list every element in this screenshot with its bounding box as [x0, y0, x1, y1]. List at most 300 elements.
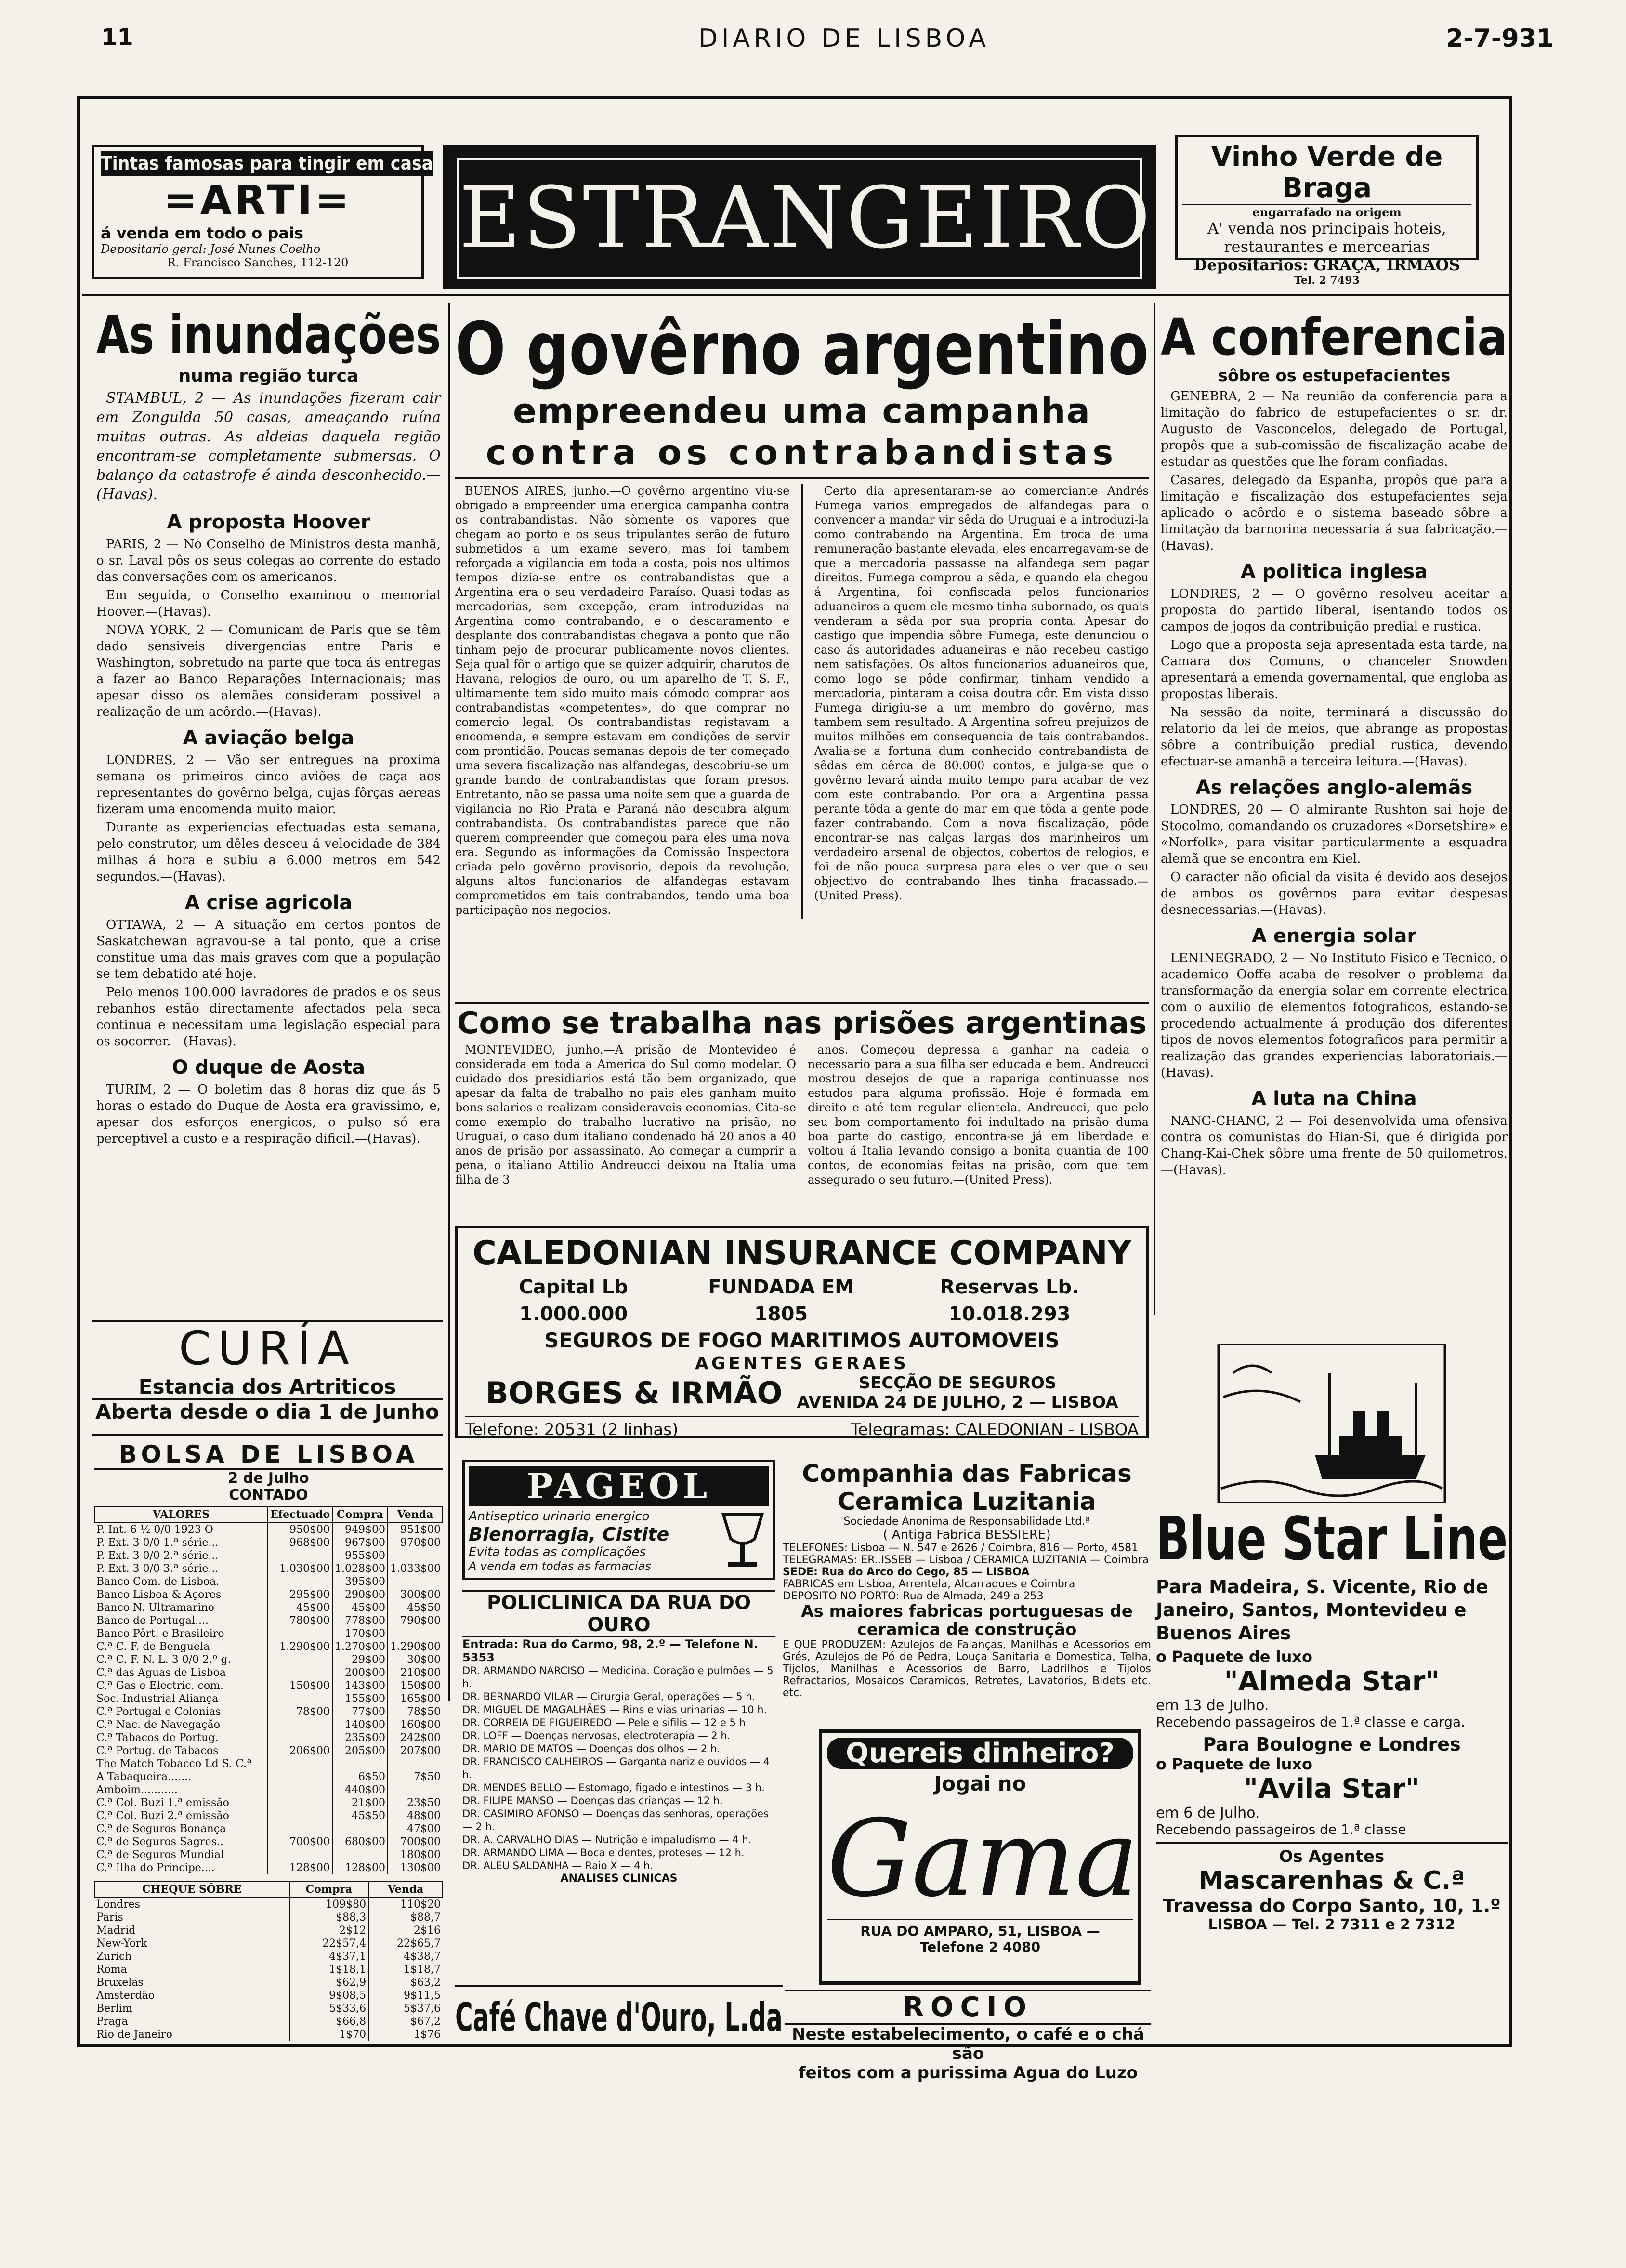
bolsa-price: 235$00 — [332, 1731, 388, 1744]
caledonian-avenida: AVENIDA 24 DE JULHO, 2 — LISBOA — [797, 1393, 1118, 1412]
bolsa-price: 47$00 — [388, 1822, 443, 1835]
bolsa-price: 1.033$00 — [388, 1562, 443, 1575]
cheque-rate: 2$12 — [289, 1924, 368, 1937]
caledonian-contacts — [465, 1416, 1139, 1439]
s2-title: A aviação belga — [183, 727, 354, 749]
s4-title: O duque de Aosta — [171, 1056, 366, 1079]
bolsa-price: 778$00 — [332, 1614, 388, 1627]
bolsa-price — [268, 1692, 332, 1705]
bolsa-price: 395$00 — [332, 1575, 388, 1588]
bolsa-price: 45$00 — [332, 1601, 388, 1614]
ad-curia — [92, 1320, 443, 1436]
bluestar-rec2: Recebendo passageiros de 1.ª classe — [1156, 1821, 1406, 1837]
ad-vinho-l2: A' venda nos principais hoteis, — [1207, 219, 1446, 237]
doctor-entry: DR. MARIO DE MATOS — Doenças dos olhos — 2 h. — [462, 1743, 721, 1754]
cheque-rate: 22$65,7 — [368, 1937, 443, 1950]
bolsa-price: 78$50 — [388, 1705, 443, 1718]
s4-p1: TURIM, 2 — O boletim das 8 horas diz que ás 5 horas o estado do Duque de Aosta era gravissimo, e, apesar dos esforços energicos, o pulso só era perceptivel a custo e a respiração dificil.—(Havas). — [96, 1082, 441, 1146]
right-column — [1161, 308, 1508, 1180]
ad-gama — [819, 1729, 1141, 1985]
bolsa-row — [94, 1770, 443, 1783]
policlinica-title: POLICLINICA DA RUA DO OURO — [462, 1590, 775, 1637]
bolsa-security: Banco Lisboa & Açores — [96, 1589, 222, 1601]
s1-p1: PARIS, 2 — No Conselho de Ministros desta manhã, o sr. Laval pôs os seus colegas ao corrente do estado das conversações com os americanos. — [96, 537, 441, 584]
doctor-entry: DR. LOFF — Doenças nervosas, electroterapia — 2 h. — [462, 1730, 731, 1741]
bolsa-security: C.ª Ilha do Principe.... — [96, 1862, 215, 1874]
ad-vinho-l5: Tel. 2 7493 — [1294, 274, 1360, 287]
bolsa-price: 1.270$00 — [332, 1640, 388, 1653]
bolsa-row — [94, 1523, 443, 1536]
s4-body — [96, 1081, 441, 1147]
bolsa-price: 955$00 — [332, 1549, 388, 1562]
bolsa-price: 210$00 — [388, 1666, 443, 1679]
bolsa-price: 780$00 — [268, 1614, 332, 1627]
s2-p1: LONDRES, 2 — Vão ser entregues na proxima semana os primeiros cinco aviões de caça aos representantes do govêrno belga, cujas fôrças aereas fizeram uma encomenda muito maior. — [96, 753, 441, 817]
bolsa-header-compra: Compra — [332, 1507, 388, 1523]
left-headline: As inundações — [96, 304, 441, 366]
ad-ceramica — [783, 1460, 1151, 1699]
r4-body — [1161, 1113, 1508, 1178]
s1-p3: NOVA YORK, 2 — Comunicam de Paris que se têm dado sensiveis divergencias entre Paris e Washington, sobretudo na parte que toca ás entregas a fazer ao Banco Reparações Internacionais; mas apesar disso os alemães consideram possivel a realização de um acôrdo.—(Havas). — [96, 623, 441, 719]
bolsa-price: 1.030$00 — [268, 1562, 332, 1575]
cheque-rate: 9$08,5 — [289, 1989, 368, 2002]
prison-col1 — [455, 1042, 796, 1189]
bolsa-price: 143$00 — [332, 1679, 388, 1692]
col-rule-1 — [448, 303, 450, 1701]
bolsa-row — [94, 1653, 443, 1666]
s2-body — [96, 752, 441, 885]
bolsa-price: 21$00 — [332, 1796, 388, 1809]
ceramica-title1: Companhia das Fabricas — [802, 1460, 1132, 1488]
gama-jogai: Jogai no — [934, 1772, 1026, 1795]
ad-arti — [92, 145, 433, 279]
bolsa-sub: CONTADO — [229, 1487, 308, 1503]
cheque-rate: $88,7 — [368, 1911, 443, 1924]
r3-title: A energia solar — [1251, 925, 1417, 947]
r2-body — [1161, 802, 1508, 918]
bolsa-row — [94, 1588, 443, 1601]
gama-name: Gama — [827, 1797, 1139, 1920]
left-column — [96, 303, 441, 1149]
bluestar-date1: em 13 de Julho. — [1156, 1697, 1269, 1714]
bolsa-price — [388, 1627, 443, 1640]
bolsa-row — [94, 1822, 443, 1835]
bolsa-security: Banco Pôrt. e Brasileiro — [96, 1628, 224, 1640]
ad-cafe — [455, 1985, 783, 2052]
bolsa-price: 128$00 — [268, 1861, 332, 1874]
cheque-rate: 5$37,6 — [368, 2002, 443, 2015]
cheque-row — [94, 1989, 443, 2002]
bolsa-price: 949$00 — [332, 1523, 388, 1536]
s3-p2: Pelo menos 100.000 lavradores de prados e os seus rebanhos estão directamente afectados pela seca continua e necessitam uma legislação especial para os socorrer.—(Havas). — [96, 985, 441, 1049]
bolsa-security: P. Ext. 3 0/0 3.ª série... — [96, 1563, 219, 1575]
bluestar-tel: LISBOA — Tel. 2 7311 e 2 7312 — [1208, 1916, 1456, 1933]
cheque-header-compra: Compra — [289, 1882, 368, 1898]
cafe-name: Café Chave d'Ouro, L.da — [455, 1995, 783, 2041]
bolsa-security: C.ª de Seguros Mundial — [96, 1849, 224, 1861]
right-subhead: sôbre os estupefacientes — [1218, 366, 1451, 385]
bolsa-header-venda: Venda — [388, 1507, 443, 1523]
center-article — [455, 308, 1149, 919]
cheque-rate: 5$33,6 — [289, 2002, 368, 2015]
s2-p2: Durante as experiencias efectuadas esta semana, pelo construtor, um dêles desceu á velocidade de 384 milhas á hora e subiu a 6.000 metros em 542 segundos.—(Havas). — [96, 820, 441, 884]
bolsa-price: 23$50 — [388, 1796, 443, 1809]
ceramica-l2: ( Antiga Fabrica BESSIERE) — [883, 1528, 1051, 1542]
bolsa-row — [94, 1666, 443, 1679]
bolsa-price: 155$00 — [332, 1692, 388, 1705]
r1-body — [1161, 586, 1508, 770]
cheque-row — [94, 1950, 443, 1963]
pageol-l3: Evita todas as complicações — [469, 1545, 646, 1559]
bolsa-price — [268, 1731, 332, 1744]
bolsa-row — [94, 1549, 443, 1562]
ad-vinho-l3: restaurantes e mercearias — [1224, 237, 1430, 256]
bluestar-paquete2: o Paquete de luxo — [1156, 1755, 1312, 1773]
r1-p1: LONDRES, 2 — O govêrno resolveu aceitar a proposta do partido liberal, isentando todos os campos de jogos da contribuição predial e rustica. — [1161, 587, 1508, 634]
bolsa-row — [94, 1705, 443, 1718]
curia-line2: Aberta desde o dia 1 de Junho — [92, 1398, 443, 1424]
bolsa-price — [268, 1653, 332, 1666]
center-col2-text: Certo dia apresentaram-se ao comerciante Andrés Fumega varios empregados de alfandegas para o convencer a mandar vir sêda do Uruguai e a introduzi-la como contrabando na Argentina. Em troca de uma remuneração bastante elevada, eles encarregavam-se de que a mercadoria passasse na alfandega sem pagar direitos. Fumega comprou a sêda, e quando ela chegou á Argentina, foi confiscada pelos funcionarios aduaneiros a quem ele mesmo tinha subornado, os quais venderam a sêda por sua propria conta. Apesar do castigo que impendia sôbre Fumega, este denunciou o caso ás autoridades aduaneiras e não recebeu castigo nem satisfações. Os altos funcionarios aduaneiros que, como logo se pôde confirmar, tinham vendido a mercadoria, pintaram a coisa doutra côr. Em vista disso Fumega dirigiu-se a um membro do govêrno, mas tambem sem resultado. A Argentina sofreu prejuizos de muitos milhões em consequencia de tais contrabandos. Avalia-se a fortuna dum conhecido contrabandista de sêdas em cêrca de 80.000 contos, e julga-se que o govêrno levará ainda muito tempo para acabar de vez com este contrabando. Por ora a Argentina passa perante tôda a gente do mar em que tôda a gente pode fazer contrabando. Com a nova fiscalização, pôde encontrar-se nas calças largas dos marinheiros um verdadeiro arsenal de objectos, cobertos de relogios, e foi de não pouca surpresa para eles o ver que o seu objectivo do contrabando lhes tinha fracassado.—(United Press). — [814, 484, 1149, 902]
bolsa-security: C.ª C. F. de Benguela — [96, 1641, 210, 1653]
caledonian-capital: Capital Lb 1.000.000 — [519, 1276, 628, 1325]
bolsa-price: 440$00 — [332, 1783, 388, 1796]
ad-vinho-title: Vinho Verde de Braga — [1182, 141, 1471, 205]
bolsa-row — [94, 1809, 443, 1822]
cheque-rate: $66,8 — [289, 2015, 368, 2028]
ad-arti-line2: á venda em todo o pais — [101, 224, 303, 242]
ceramica-telegramas: TELEGRAMAS: ER..ISSEB — Lisboa / CERAMICA LUZITANIA — Coimbra — [783, 1554, 1149, 1566]
bolsa-price: 206$00 — [268, 1744, 332, 1757]
bolsa-price: 207$00 — [388, 1744, 443, 1757]
bolsa-title: BOLSA DE LISBOA — [94, 1440, 443, 1470]
caledonian-title: CALEDONIAN INSURANCE COMPANY — [472, 1234, 1132, 1272]
bolsa-price: 45$00 — [268, 1601, 332, 1614]
bolsa-price: 165$00 — [388, 1692, 443, 1705]
cheque-header-sobre: CHEQUE SÔBRE — [94, 1882, 289, 1898]
bolsa-price — [268, 1848, 332, 1861]
bolsa-price: 967$00 — [332, 1536, 388, 1549]
bolsa-price: 30$00 — [388, 1653, 443, 1666]
bolsa-price: 160$00 — [388, 1718, 443, 1731]
cheque-city: Roma — [96, 1964, 127, 1976]
bolsa-price — [268, 1666, 332, 1679]
r1-p3: Na sessão da noite, terminará a discussão do relatorio da lei de meios, que abrange as propostas sôbre a contribuição predial rustica, devendo efectuar-se amanhã a terceira leitura.—(Havas). — [1161, 705, 1508, 769]
cheque-rate: 9$11,5 — [368, 1989, 443, 2002]
bolsa-date: 2 de Julho — [228, 1470, 309, 1487]
bolsa-price: 200$00 — [332, 1666, 388, 1679]
ceramica-sede: SEDE: Rua do Arco do Cego, 85 — LISBOA — [783, 1566, 1030, 1578]
bluestar-rec1: Recebendo passageiros de 1.ª classe e carga. — [1156, 1714, 1466, 1730]
r2-title: As relações anglo-alemãs — [1195, 777, 1473, 799]
center-col2 — [814, 484, 1149, 919]
bolsa-security: C.ª Portugal e Colonias — [96, 1706, 221, 1718]
bolsa-row — [94, 1731, 443, 1744]
r4-title: A luta na China — [1251, 1088, 1417, 1110]
caledonian-fundada: FUNDADA EM 1805 — [708, 1276, 854, 1325]
bolsa-price: 140$00 — [332, 1718, 388, 1731]
running-head — [72, 19, 1554, 58]
cheque-row — [94, 1976, 443, 1989]
bolsa-row — [94, 1679, 443, 1692]
center-sub2: contra os contrabandistas — [455, 432, 1149, 479]
s1-title: A proposta Hoover — [167, 511, 370, 533]
bolsa-security: P. Ext. 3 0/0 1.ª série... — [96, 1537, 219, 1549]
cheque-rate: 1$70 — [289, 2028, 368, 2041]
col-rule-2 — [1154, 303, 1155, 1315]
s3-p1: OTTAWA, 2 — A situação em certos pontos de Saskatchewan agravou-se a tal ponto, que a crise constitue uma das mais graves com que a população se tem debatido até hoje. — [96, 918, 441, 981]
s3-body — [96, 917, 441, 1050]
caledonian-seccao: SECÇÃO DE SEGUROS — [858, 1373, 1057, 1393]
bolsa-price: 951$00 — [388, 1523, 443, 1536]
center-sub1: empreendeu uma campanha — [513, 391, 1091, 431]
bolsa-price — [268, 1549, 332, 1562]
ad-arti-line3: Depositario geral: José Nunes Coelho — [101, 242, 321, 256]
cheque-rate: 1$18,1 — [289, 1963, 368, 1976]
ceramica-deposito: DEPOSITO NO PORTO: Rua de Almada, 249 a 253 — [783, 1590, 1044, 1602]
bolsa-price: 150$00 — [268, 1679, 332, 1692]
rocio-title: ROCIO — [785, 1990, 1151, 2025]
doctor-entry: DR. A. CARVALHO DIAS — Nutrição e impaludismo — 4 h. — [462, 1834, 752, 1846]
bolsa-security: Amboim........... — [96, 1784, 178, 1796]
bolsa-row — [94, 1627, 443, 1640]
cheque-city: Londres — [96, 1899, 140, 1911]
bolsa-security: C.ª de Seguros Sagres.. — [96, 1836, 224, 1848]
bolsa-row — [94, 1744, 443, 1757]
bolsa-price: 700$00 — [268, 1835, 332, 1848]
center-col1 — [455, 484, 790, 919]
left-lead — [96, 389, 441, 504]
s3-title: A crise agricola — [184, 892, 353, 914]
bolsa-security: Banco N. Ultramarino — [96, 1602, 214, 1614]
cheque-rate: 2$16 — [368, 1924, 443, 1937]
bolsa-price: 170$00 — [332, 1627, 388, 1640]
bluestar-title: Blue Star Line — [1156, 1504, 1508, 1574]
bolsa-row — [94, 1718, 443, 1731]
bolsa-price: 77$00 — [332, 1705, 388, 1718]
pageol-body — [469, 1509, 769, 1573]
ad-arti-line4: R. Francisco Sanches, 112-120 — [167, 256, 349, 269]
cheque-row — [94, 1963, 443, 1976]
bolsa-price: 130$00 — [388, 1861, 443, 1874]
bolsa-row — [94, 1640, 443, 1653]
caledonian-seccao-block — [797, 1373, 1118, 1412]
left-subhead: numa região turca — [178, 366, 359, 386]
cheque-city: Madrid — [96, 1925, 136, 1937]
r4-p1: NANG-CHANG, 2 — Foi desenvolvida uma ofensiva contra os comunistas do Hian-Si, que é dirigida por Chang-Kai-Chek sôbre uma frente de 50 quilometros.—(Havas). — [1161, 1114, 1508, 1177]
bolsa-security: The Match Tobacco Ld S. C.ª — [96, 1758, 252, 1770]
cheque-city: Praga — [96, 2016, 128, 2028]
ad-pageol — [462, 1460, 775, 1580]
cheque-city: New-York — [96, 1938, 147, 1950]
doctor-entry: DR. ALEU SALDANHA — Raio X — 4 h. — [462, 1860, 654, 1872]
doctor-entry: DR. CORREIA DE FIGUEIREDO — Pele e sifilis — 12 e 5 h. — [462, 1717, 749, 1728]
cheque-row — [94, 1937, 443, 1950]
bolsa-security: C.ª Col. Buzi 2.ª emissão — [96, 1810, 229, 1822]
ceramica-l1: Sociedade Anonima de Responsabilidade Ltd.ª — [843, 1516, 1090, 1528]
bluestar-ship1: "Almeda Star" — [1224, 1666, 1440, 1697]
bolsa-price: 290$00 — [332, 1588, 388, 1601]
issue-date: 2-7-931 — [1445, 24, 1554, 53]
bolsa-price: 968$00 — [268, 1536, 332, 1549]
bluestar-agent-name: Mascarenhas & C.ª — [1198, 1866, 1465, 1895]
center-columns — [455, 484, 1149, 919]
bolsa-row — [94, 1796, 443, 1809]
prison-columns — [455, 1042, 1149, 1189]
cheque-table — [94, 1881, 443, 2041]
bolsa-price: 6$50 — [332, 1770, 388, 1783]
center-headline: O govêrno argentino — [455, 307, 1149, 391]
ad-vinho-l1: engarrafado na origem — [1252, 205, 1402, 219]
prison-title: Como se trabalha nas prisões argentinas — [457, 1005, 1147, 1041]
ceramica-title2: Ceramica Luzitania — [838, 1488, 1096, 1516]
right-p2: Casares, delegado da Espanha, propôs que para a limitação e fiscalização dos estupefacientes seja aplicado o acôrdo e o sistema baseado sôbre a limitação da barnorina necessaria á sua fabricação.—(Havas). — [1161, 473, 1508, 553]
policlinica-entrada: Entrada: Rua do Carmo, 98, 2.º — Telefone N. 5353 — [462, 1637, 758, 1664]
center-col1-text: BUENOS AIRES, junho.—O govêrno argentino viu-se obrigado a empreender uma energica campanha contra os contrabandistas. Não sòmente os vapores que chegam ao porto e os seus tripulantes serão de futuro submetidos a um exame severo, mas foi tambem reforçada a vigilancia em toda a costa, pois nos ultimos tempos dizia-se entre os contrabandistas que a Argentina era o seu verdadeiro Paraíso. Quasi todas as mercadorias, sem excepção, eram introduzidas na Argentina como contrabando, e o descaramento e desplante dos contrabandistas chegava a ponto que não tinham pejo de procurar publicamente novos clientes. Seja qual fôr o artigo que se quizer adquirir, charutos de Havana, relogios de ouro, ou um aparelho de T. S. F., ultimamente tem sido muito mais cómodo comprar aos contrabandistas «competentes», do que comprar no comercio legal. Os contrabandistas registavam a encomenda, e sempre estavam em condições de servir com prontidão. Poucas semanas depois de ter começado uma severa fiscalização nas alfandegas, descobriu-se um grande bando de contrabandistas que foram presos. Entretanto, não se passa uma noite sem que a guarda de vigilancia no Rio Prata e Paraná não descubra algum contrabandista. Os contrabandistas parece que não querem compreender que começou para eles uma nova era. Segundo as informações da Comissão Inspectora criada pelo govêrno provisorio, depois da revolução, alguns altos funcionarios de alfandegas estavam comprometidos em tais contrabandos, tendo uma boa participação nos negocios. — [455, 484, 790, 917]
bolsa-row — [94, 1783, 443, 1796]
right-lead — [1161, 388, 1508, 554]
caledonian-agentes: AGENTES GERAES — [695, 1354, 909, 1373]
cheque-row — [94, 2028, 443, 2041]
cheque-rate: 4$38,7 — [368, 1950, 443, 1963]
cheque-city: Bruxelas — [96, 1977, 144, 1989]
ad-vinho-l4: Depositarios: GRAÇA, IRMAOS — [1193, 256, 1460, 274]
bolsa-security: C.ª Col. Buzi 1.ª emissão — [96, 1797, 229, 1809]
bolsa-price: 970$00 — [388, 1536, 443, 1549]
bolsa-security: P. Int. 6 ½ 0/0 1923 O — [96, 1524, 213, 1536]
bolsa-security: C.ª Portug. de Tabacos — [96, 1745, 219, 1757]
bolsa-security: C.ª das Aguas de Lisboa — [96, 1667, 226, 1679]
cheque-rate: 4$37,1 — [289, 1950, 368, 1963]
bolsa-price — [268, 1822, 332, 1835]
doctor-entry: DR. FRANCISCO CALHEIROS — Garganta nariz e ouvidos — 4 h. — [462, 1756, 770, 1780]
doctor-entry: DR. MENDES BELLO — Estomago, figado e intestinos — 3 h. — [462, 1782, 765, 1793]
section-title: ESTRANGEIRO — [457, 158, 1142, 279]
cheque-city: Paris — [96, 1912, 123, 1924]
caledonian-reservas: Reservas Lb. 10.018.293 — [940, 1276, 1079, 1325]
bolsa-price — [388, 1575, 443, 1588]
ad-arti-tagline: Tintas famosas para tingir em casa — [101, 151, 433, 176]
right-headline: A conferencia — [1161, 308, 1508, 367]
prison-col1-text: MONTEVIDEO, junho.—A prisão de Montevideo é considerada em toda a America do Sul como modelar. O cuidado dos presidiarios está tão bem organizado, que apesar da falta de trabalho no pais eles ganham muito bons salarios e realizam consideraveis economias. Cita-se como exemplo do trabalho lucrativo na prisão, no Uruguai, o caso dum italiano condenado há 20 anos a 40 anos de prisão por assassinato. Ao começar a cumprir a pena, o italiano Attilio Andreucci deixou na Italia uma filha de 3 — [455, 1043, 796, 1187]
doctor-entry: DR. BERNARDO VILAR — Cirurgia Geral, operações — 5 h. — [462, 1691, 756, 1702]
bolsa-price — [332, 1757, 388, 1770]
pageol-l4: A venda em todas as farmacias — [469, 1559, 651, 1573]
bolsa-price: 205$00 — [332, 1744, 388, 1757]
r2-p2: O caracter não oficial da visita é devido aos desejos de ambos os govêrnos para evitar despesas desnecessarias.—(Havas). — [1161, 870, 1508, 917]
bolsa-security: Banco Com. de Lisboa. — [96, 1576, 220, 1588]
r2-p1: LONDRES, 20 — O almirante Rushton sai hoje de Stocolmo, comandando os cruzadores «Dorsetshire» e «Norfolk», para visitar particularmente a esquadra alemã que se encontra em Kiel. — [1161, 803, 1508, 866]
bolsa-price: 700$00 — [388, 1835, 443, 1848]
center-col-divider — [801, 484, 803, 919]
bluestar-para2: Para Boulogne e Londres — [1203, 1734, 1461, 1755]
curia-line1: Estancia dos Artriticos — [138, 1375, 396, 1398]
cheque-row — [94, 1911, 443, 1924]
doctor-entry: DR. ARMANDO NARCISO — Medicina. Coração e pulmões — 5 h. — [462, 1665, 774, 1689]
bolsa-security: P. Ext. 3 0/0 2.ª série... — [96, 1550, 219, 1562]
policlinica-analises: ANALISES CLINICAS — [560, 1872, 678, 1885]
r3-p1: LENINEGRADO, 2 — No Instituto Fisico e Tecnico, o academico Ooffe acaba de resolver o problema da transformação da energia solar em corrente electrica com o auxilio de elementos fotograficos, estando-se procedendo actualmente á produção dos diferentes tipos de novos elementos fotograficos para permitir a realização das grandes experiencias laboratoriais.—(Havas). — [1161, 951, 1508, 1080]
ad-vinho-verde — [1175, 135, 1479, 287]
policlinica — [462, 1590, 775, 1885]
bolsa-price: 1.290$00 — [388, 1640, 443, 1653]
bolsa-row — [94, 1692, 443, 1705]
bolsa-price: 242$00 — [388, 1731, 443, 1744]
s1-p2: Em seguida, o Conselho examinou o memorial Hoover.—(Havas). — [96, 588, 441, 619]
r1-title: A politica inglesa — [1240, 561, 1428, 583]
caledonian-row — [465, 1274, 1139, 1328]
ad-rocio — [785, 1990, 1151, 2083]
bolsa-row — [94, 1614, 443, 1627]
gama-question: Quereis dinheiro? — [827, 1738, 1133, 1769]
section-title-box — [443, 145, 1156, 289]
doctor-entry: DR. MIGUEL DE MAGALHÃES — Rins e vias urinarias — 10 h. — [462, 1704, 767, 1715]
bolsa-security: C.ª Tabacos de Portug. — [96, 1732, 219, 1744]
bolsa-row — [94, 1536, 443, 1549]
cheque-row — [94, 1924, 443, 1937]
bolsa-security: C.ª Nac. de Navegação — [96, 1719, 220, 1731]
bolsa-header-valores: VALORES — [94, 1507, 268, 1523]
caledonian-seguros: SEGUROS DE FOGO MARITIMOS AUTOMOVEIS — [544, 1329, 1060, 1352]
caledonian-telefone: Telefone: 20531 (2 linhas) — [465, 1420, 679, 1439]
cheque-header-venda: Venda — [368, 1882, 443, 1898]
ad-bluestar — [1156, 1344, 1508, 1933]
bolsa-price: 300$00 — [388, 1588, 443, 1601]
cheque-row — [94, 2002, 443, 2015]
bolsa-price — [388, 1757, 443, 1770]
bolsa-row — [94, 1835, 443, 1848]
doctor-entry: DR. ARMANDO LIMA — Boca e dentes, proteses — 12 h. — [462, 1847, 745, 1859]
ad-caledonian — [455, 1226, 1149, 1438]
pageol-l2: Blenorragia, Cistite — [469, 1524, 669, 1545]
chalice-icon — [716, 1510, 769, 1572]
cheque-city: Berlim — [96, 2003, 132, 2015]
bolsa-price — [268, 1627, 332, 1640]
cheque-rate: 22$57,4 — [289, 1937, 368, 1950]
caledonian-borges-row — [465, 1373, 1139, 1412]
bolsa-price: 790$00 — [388, 1614, 443, 1627]
bolsa-price: 48$00 — [388, 1809, 443, 1822]
bolsa-row — [94, 1575, 443, 1588]
ad-arti-brand: =ARTI= — [163, 176, 352, 224]
prison-col2 — [808, 1042, 1149, 1189]
pageol-l1: Antiseptico urinario energico — [469, 1509, 650, 1524]
bolsa-row — [94, 1601, 443, 1614]
prison-col2-text: anos. Começou depressa a ganhar na cadeia o necessario para a sua filha ser educada e bem. Andreucci mostrou desejos de que a rapariga continuasse nos estudos para alguma profissão. Hoje é formada em direito e até tem regular clientela. Andreucci, que pelo seu bom comportamento foi indultado na prisão duma boa parte do castigo, encontra-se já em liberdade e voltou á Italia levando consigo a bonita quantia de 100 contos, de economias feitas na prisão, com que tem assegurado o seu futuro.—(United Press). — [808, 1043, 1149, 1187]
bolsa-price — [268, 1783, 332, 1796]
bolsa-price — [268, 1809, 332, 1822]
cheque-city: Rio de Janeiro — [96, 2029, 172, 2041]
ceramica-maiores: As maiores fabricas portuguesas de ceramica de construção — [801, 1602, 1133, 1639]
bolsa-price: 128$00 — [332, 1861, 388, 1874]
left-lead-text: STAMBUL, 2 — As inundações fizeram cair em Zongulda 50 casas, ameaçando ruína muitas outras. As aldeias daquela região encontram-se completamente submersas. O balanço da catastrofe é ainda desconhecido.—(Havas). — [96, 390, 441, 503]
bolsa-table — [94, 1506, 443, 1874]
cheque-rate: $62,9 — [289, 1976, 368, 1989]
cheque-rate: 109$80 — [289, 1898, 368, 1911]
bolsa-price: 295$00 — [268, 1588, 332, 1601]
bolsa-security: Soc. Industrial Aliança — [96, 1693, 219, 1705]
bolsa-price — [388, 1783, 443, 1796]
bolsa-price: 180$00 — [388, 1848, 443, 1861]
bolsa-price — [332, 1848, 388, 1861]
bolsa-header-efectuado: Efectuado — [268, 1507, 332, 1523]
page-number: 11 — [101, 24, 133, 51]
bolsa-price — [388, 1549, 443, 1562]
bolsa-security: C.ª de Seguros Bonança — [96, 1823, 226, 1835]
ceramica-fabricas: FABRICAS em Lisboa, Arrentela, Alcarraques e Coimbra — [783, 1578, 1075, 1590]
cheque-rate: 110$20 — [368, 1898, 443, 1911]
bolsa-row — [94, 1562, 443, 1575]
